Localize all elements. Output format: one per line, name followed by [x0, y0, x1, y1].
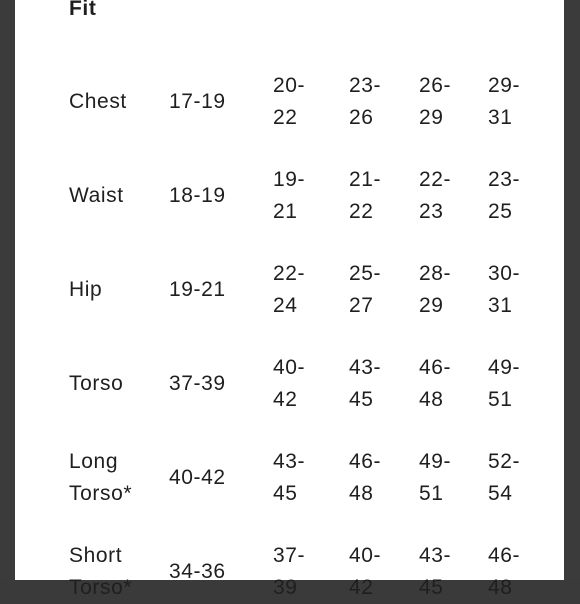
table-cell-line: 21	[273, 200, 298, 223]
table-cell-line: 25	[488, 200, 513, 223]
table-cell-line: 49-	[419, 450, 452, 473]
table-cell-line: 45	[419, 576, 444, 599]
table-cell	[349, 540, 381, 604]
table-cell-line: 48	[488, 576, 513, 599]
table-cell-line: 22-	[419, 168, 452, 191]
table-cell-line: 46-	[488, 544, 521, 567]
row-label-line: Chest	[69, 90, 127, 113]
table-cell-line: 43-	[273, 450, 306, 473]
table-cell	[273, 164, 305, 228]
row-label-line: Torso*	[69, 482, 133, 505]
table-cell-line: 40-	[349, 544, 382, 567]
table-cell-line: 28-	[419, 262, 452, 285]
table-cell-line: 22	[349, 200, 374, 223]
table-cell	[349, 70, 381, 134]
table-cell	[169, 86, 226, 118]
table-cell-line: 43-	[419, 544, 452, 567]
table-cell-line: 22-	[273, 262, 306, 285]
table-cell-line: 52-	[488, 450, 521, 473]
table-cell-line: 45	[273, 482, 298, 505]
table-cell	[169, 274, 226, 306]
table-cell-line: 37-39	[169, 372, 226, 395]
table-cell	[419, 70, 451, 134]
table-cell-line: 46-	[349, 450, 382, 473]
header-fit-label: Fit	[69, 0, 97, 20]
table-cell-line: 23-	[349, 74, 382, 97]
table-cell	[349, 352, 381, 416]
row-label-line: Hip	[69, 278, 103, 301]
table-cell	[488, 70, 520, 134]
table-cell	[488, 164, 520, 228]
table-cell-line: 40-	[273, 356, 306, 379]
table-cell-line: 23-	[488, 168, 521, 191]
table-cell	[169, 462, 226, 494]
table-cell-line: 19-	[273, 168, 306, 191]
table-cell	[488, 446, 520, 510]
table-cell-line: 19-21	[169, 278, 226, 301]
table-cell-line: 49-	[488, 356, 521, 379]
table-cell	[273, 352, 305, 416]
table-cell	[488, 352, 520, 416]
row-label-line: Waist	[69, 184, 124, 207]
table-cell	[419, 258, 451, 322]
row-label	[69, 86, 127, 118]
table-cell-line: 51	[419, 482, 444, 505]
table-cell	[419, 446, 451, 510]
table-cell	[349, 258, 381, 322]
row-label-line: Short	[69, 544, 123, 567]
table-cell-line: 54	[488, 482, 513, 505]
table-cell-line: 40-42	[169, 466, 226, 489]
table-cell-line: 51	[488, 388, 513, 411]
row-label	[69, 180, 124, 212]
row-label	[69, 368, 123, 400]
table-cell-line: 29	[419, 294, 444, 317]
size-chart-table	[15, 0, 564, 599]
table-cell-line: 22	[273, 106, 298, 129]
table-cell-line: 27	[349, 294, 374, 317]
table-cell-line: 42	[273, 388, 298, 411]
table-cell	[169, 556, 226, 588]
table-cell	[419, 540, 451, 604]
table-cell	[349, 446, 381, 510]
table-cell-line: 46-	[419, 356, 452, 379]
table-cell-line: 30-	[488, 262, 521, 285]
table-cell-line: 45	[349, 388, 374, 411]
table-cell	[273, 446, 305, 510]
table-cell-line: 21-	[349, 168, 382, 191]
table-cell-line: 34-36	[169, 560, 226, 583]
table-cell-line: 31	[488, 294, 513, 317]
table-cell	[273, 70, 305, 134]
table-cell-line: 17-19	[169, 90, 226, 113]
table-cell	[488, 258, 520, 322]
table-cell-line: 37-	[273, 544, 306, 567]
row-label-line: Torso	[69, 372, 124, 395]
table-cell-line: 42	[349, 576, 374, 599]
table-cell-line: 24	[273, 294, 298, 317]
table-cell-line: 39	[273, 576, 298, 599]
table-cell-line: 29-	[488, 74, 521, 97]
table-cell-line: 31	[488, 106, 513, 129]
table-cell-line: 26-	[419, 74, 452, 97]
table-cell-line: 43-	[349, 356, 382, 379]
table-cell	[488, 540, 520, 604]
table-cell-line: 18-19	[169, 184, 226, 207]
table-cell-line: 29	[419, 106, 444, 129]
table-cell-line: 48	[419, 388, 444, 411]
table-cell	[273, 540, 305, 604]
table-cell	[169, 368, 226, 400]
table-cell-line: 25-	[349, 262, 382, 285]
table-cell	[419, 164, 451, 228]
table-cell-line: 20-	[273, 74, 306, 97]
table-cell-line: 48	[349, 482, 374, 505]
table-cell-line: 23	[419, 200, 444, 223]
table-cell	[349, 164, 381, 228]
table-cell	[169, 180, 226, 212]
row-label-line: Long	[69, 450, 119, 473]
row-label	[69, 540, 132, 604]
row-label	[69, 274, 102, 306]
table-cell	[273, 258, 305, 322]
row-label-line: Torso*	[69, 576, 133, 599]
row-label	[69, 446, 132, 510]
table-cell	[419, 352, 451, 416]
table-cell-line: 26	[349, 106, 374, 129]
